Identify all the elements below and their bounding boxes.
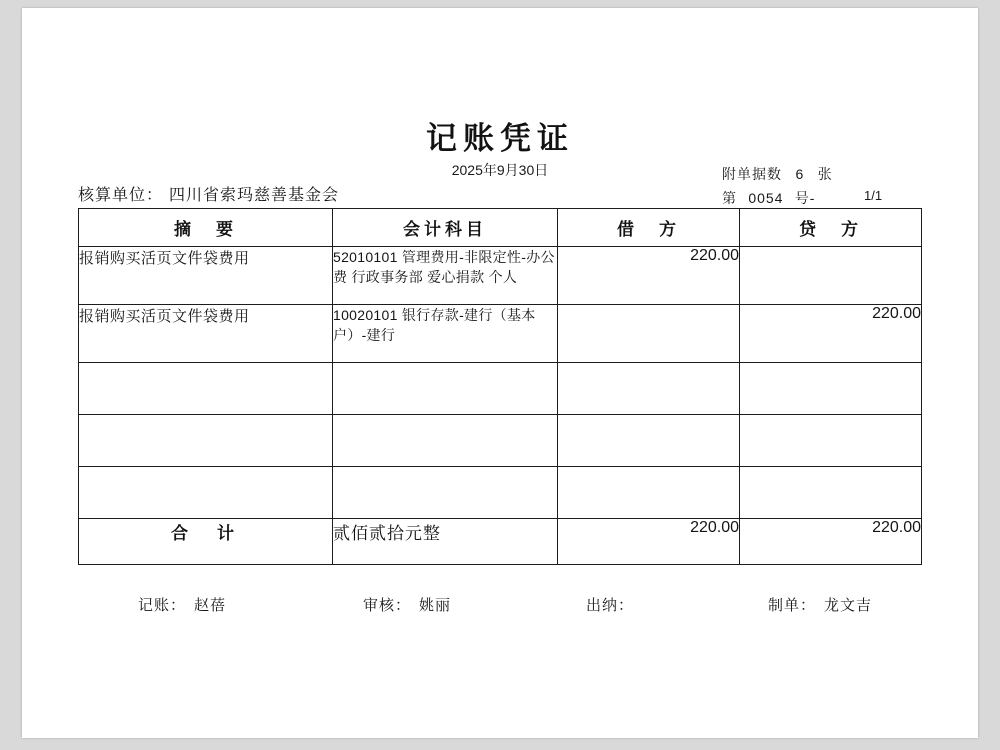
cell-debit: 220.00 bbox=[558, 247, 740, 305]
accounting-unit bbox=[78, 182, 339, 205]
cell-subject: 10020101 银行存款-建行（基本户）-建行 bbox=[333, 305, 558, 363]
cell-debit bbox=[558, 467, 740, 519]
page-indicator: 1/1 bbox=[864, 188, 883, 203]
attachment-count-value: 6 bbox=[795, 166, 805, 182]
accounting-unit-value: 四川省索玛慈善基金会 bbox=[169, 187, 340, 204]
cell-subject bbox=[333, 363, 558, 415]
signature-bookkeeper bbox=[138, 594, 226, 615]
table-header-row bbox=[79, 209, 922, 247]
page-title: 记账凭证 bbox=[426, 121, 574, 157]
table-row bbox=[79, 467, 922, 519]
accounting-unit-label: 核算单位： bbox=[78, 187, 164, 204]
attachment-label: 附单据数 bbox=[722, 166, 782, 182]
total-amount-in-words: 贰佰贰拾元整 bbox=[333, 519, 558, 565]
cell-credit bbox=[740, 415, 922, 467]
signature-preparer-name: 龙文吉 bbox=[824, 597, 873, 614]
cell-summary bbox=[79, 363, 333, 415]
cell-summary bbox=[79, 467, 333, 519]
signature-cashier-label: 出纳： bbox=[586, 597, 635, 614]
table-total-row bbox=[79, 519, 922, 565]
signature-preparer-label: 制单： bbox=[768, 597, 817, 614]
voucher-number-value: 0054 bbox=[748, 190, 784, 206]
signature-auditor-label: 审核： bbox=[363, 597, 412, 614]
signature-preparer bbox=[768, 594, 872, 615]
cell-subject: 52010101 管理费用-非限定性-办公费 行政事务部 爱心捐款 个人 bbox=[333, 247, 558, 305]
cell-credit: 220.00 bbox=[740, 305, 922, 363]
signature-bookkeeper-name: 赵蓓 bbox=[194, 597, 227, 614]
attachment-count-line bbox=[722, 164, 833, 184]
table-row bbox=[79, 247, 922, 305]
voucher-number-prefix: 第 bbox=[722, 190, 737, 206]
table-row bbox=[79, 305, 922, 363]
cell-subject bbox=[333, 467, 558, 519]
signature-cashier bbox=[586, 594, 642, 615]
voucher-sheet bbox=[22, 8, 978, 738]
table-row bbox=[79, 415, 922, 467]
column-header-summary: 摘 要 bbox=[79, 209, 333, 247]
signature-auditor-name: 姚丽 bbox=[419, 597, 452, 614]
document-page bbox=[22, 8, 978, 738]
voucher-table bbox=[78, 208, 922, 565]
column-header-debit: 借 方 bbox=[558, 209, 740, 247]
signature-row bbox=[78, 594, 921, 618]
cell-subject bbox=[333, 415, 558, 467]
cell-summary bbox=[79, 415, 333, 467]
cell-credit bbox=[740, 247, 922, 305]
cell-debit bbox=[558, 363, 740, 415]
signature-bookkeeper-label: 记账： bbox=[138, 597, 187, 614]
attachment-unit: 张 bbox=[817, 166, 833, 182]
total-debit: 220.00 bbox=[558, 519, 740, 565]
total-credit: 220.00 bbox=[740, 519, 922, 565]
cell-summary: 报销购买活页文件袋费用 bbox=[79, 247, 333, 305]
table-row bbox=[79, 363, 922, 415]
cell-credit bbox=[740, 467, 922, 519]
voucher-date: 2025年9月30日 bbox=[451, 162, 549, 178]
signature-auditor bbox=[363, 594, 451, 615]
cell-debit bbox=[558, 305, 740, 363]
voucher-number-suffix: 号- bbox=[794, 190, 816, 206]
cell-summary: 报销购买活页文件袋费用 bbox=[79, 305, 333, 363]
cell-credit bbox=[740, 363, 922, 415]
cell-debit bbox=[558, 415, 740, 467]
total-label: 合 计 bbox=[79, 519, 333, 565]
voucher-number-line bbox=[722, 188, 815, 208]
column-header-credit: 贷 方 bbox=[740, 209, 922, 247]
column-header-subject: 会计科目 bbox=[333, 209, 558, 247]
